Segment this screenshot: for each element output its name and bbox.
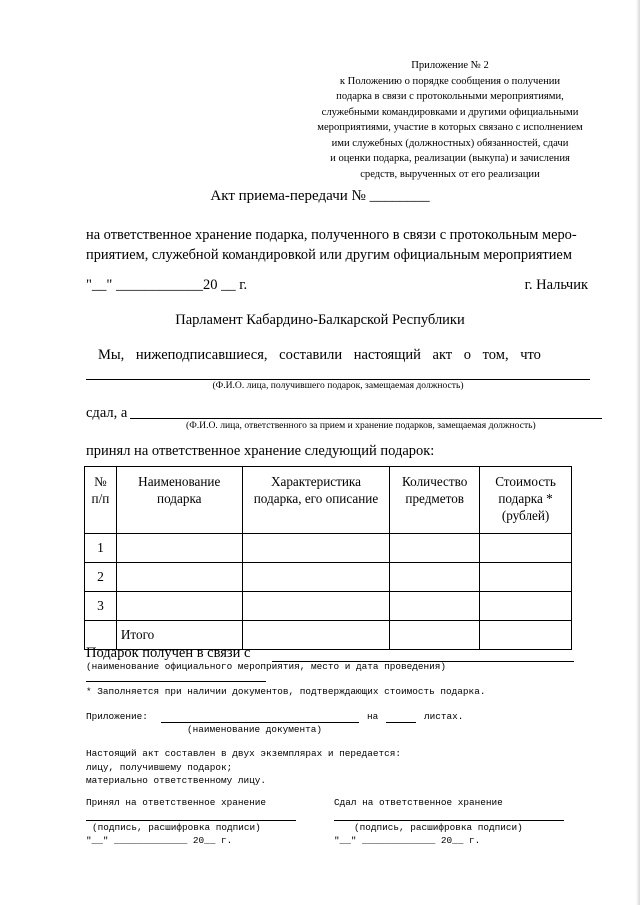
total-description-cell[interactable] [242,621,390,650]
appendix-line: к Положению о порядке сообщения о получении [339,75,561,87]
handed-label: сдал, а [86,405,128,421]
receiver-hint: (Ф.И.О. лица, получившего подарок, замещаемая должность) [212,380,464,391]
cell-name[interactable] [116,592,242,621]
attachment-label: Приложение: [86,711,148,722]
copies-text: Настоящий акт составлен в двух экземплярах и передается: лицу, получившему подарок; материально ответственному лицу. [86,748,402,786]
signature-hint: (подпись, расшифровка подписи) [354,822,523,833]
cell-name[interactable] [116,563,242,592]
signature-date: "__" _____________ 20__ г. [334,835,481,846]
act-title: Акт приема-передачи № ________ [210,188,430,204]
attachment-sheets-line[interactable] [386,722,416,723]
attachment-sheets-label: листах. [424,711,464,722]
appendix-line: мероприятиями, участие в которых связано с исполнением [317,122,583,133]
header-text: (рублей) [501,508,550,523]
col-header-description [242,467,390,534]
cell-description[interactable] [242,534,390,563]
cell-quantity[interactable] [390,563,480,592]
signature-date: "__" _____________ 20__ г. [86,835,233,846]
signature-hint: (подпись, расшифровка подписи) [92,822,261,833]
cell-cost[interactable] [480,563,572,592]
appendix-line: средств, вырученных от его реализации [360,168,540,180]
header-text: предметов [405,491,465,506]
appendix-line: служебными командировками и другими официальными [321,106,579,118]
appendix-line: и оценки подарка, реализации (выкупа) и зачисления [330,153,570,164]
table-header-row [85,467,572,534]
table-row [85,563,572,592]
col-header-name [116,467,242,534]
total-cost-cell[interactable] [480,621,572,650]
signature-handed-line[interactable] [334,820,564,821]
attachment-name-line[interactable] [161,722,359,723]
cell-quantity[interactable] [390,534,480,563]
signature-handed-label: Сдал на ответственное хранение [334,797,503,808]
cell-cost[interactable] [480,592,572,621]
cell-description[interactable] [242,563,390,592]
total-label: Итого [116,621,242,650]
footnote-separator [86,681,266,682]
header-text: № [94,474,107,489]
act-intro-text: Мы, нижеподписавшиеся, составили настоящий акт о том, что [98,347,541,363]
col-header-number [85,467,117,534]
appendix-line: ими служебных (должностных) обязанностей, сдачи [331,137,569,149]
table-row [85,534,572,563]
total-quantity-cell[interactable] [390,621,480,650]
accepted-text: принял на ответственное хранение следующий подарок: [86,443,435,459]
col-header-quantity [390,467,480,534]
header-text: подарка * [498,491,553,506]
cell-description[interactable] [242,592,390,621]
header-text: Количество [402,474,468,489]
act-city: г. Нальчик [524,277,588,293]
header-text: Наименование [138,474,221,489]
act-subtitle-line: на ответственное хранение подарка, полученного в связи с протокольным меро- [86,227,577,243]
signature-accepted-label: Принял на ответственное хранение [86,797,267,808]
cell-name[interactable] [116,534,242,563]
signature-accepted-line[interactable] [86,820,296,821]
scan-edge-shadow [636,0,640,905]
header-text: подарка, его описание [253,491,379,506]
act-subtitle [86,225,577,265]
header-text: Стоимость [495,474,556,489]
event-hint: (наименование официального мероприятия, место и дата проведения) [86,661,447,672]
gifts-table [84,466,572,650]
received-label: Подарок получен в связи с [86,645,251,661]
organization-name: Парламент Кабардино-Балкарской Республики [175,312,465,328]
appendix-line: подарка в связи с протокольными мероприятиями, [336,91,564,102]
table-row [85,592,572,621]
header-text: подарка [157,491,202,506]
responsible-hint: (Ф.И.О. лица, ответственного за прием и хранение подарков, замещаемая должность) [186,420,536,431]
cell-cost[interactable] [480,534,572,563]
act-date: "__" ____________20 __ г. [86,277,248,293]
col-header-cost [480,467,572,534]
header-text: Характеристика [270,474,361,489]
responsible-name-line[interactable] [130,418,602,419]
act-subtitle-line: приятием, служебной командировкой или другим официальным мероприятием [86,247,572,263]
attachment-hint: (наименование документа) [187,724,323,735]
appendix-line: Приложение № 2 [411,60,489,71]
header-text: п/п [91,491,110,506]
appendix-header [290,58,610,182]
attachment-on-label: на [367,711,379,722]
row-number: 1 [85,534,117,563]
row-number: 2 [85,563,117,592]
row-number: 3 [85,592,117,621]
footnote: * Заполняется при наличии документов, подтверждающих стоимость подарка. [86,686,486,697]
cell-quantity[interactable] [390,592,480,621]
